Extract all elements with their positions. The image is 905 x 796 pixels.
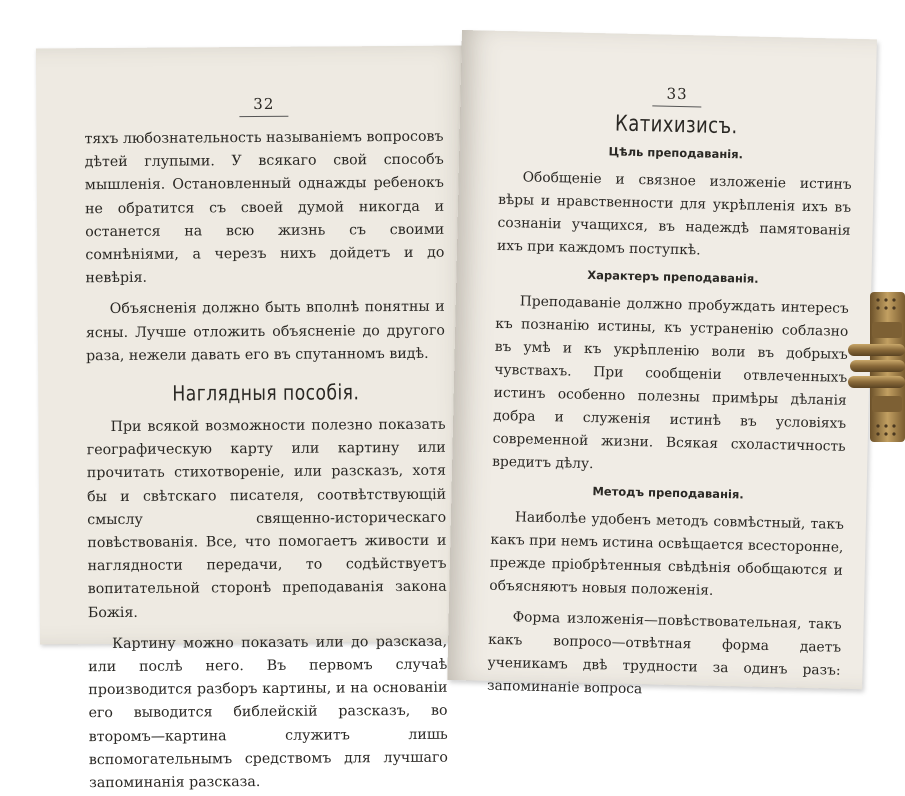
subheading: Цѣль преподаванія. xyxy=(608,144,744,162)
paragraph: тяхъ любознательность называніемъ вопросовъ дѣтей глупыми. У всякаго свой способъ мышленія. Остановленный однажды ребенокъ не обратится съ своей думой никогда и останется на всю жизнь съ своими сомнѣніями, а черезъ нихъ дойдетъ и до невѣрія. xyxy=(84,128,445,287)
paragraph: Форма изложенія—повѣствовательная, такъ какъ вопросо—отвѣтная форма даетъ ученикамъ двѣ трудности за одинъ разъ: запоминаніе вопроса xyxy=(486,609,842,698)
page-number-right: 33 xyxy=(500,81,853,111)
metal-binder-clasp-icon xyxy=(848,292,905,442)
subheading: Методъ преподаванія. xyxy=(592,484,744,502)
paragraph: Объясненія должно быть вполнѣ понятны и ясны. Лучше отложить объясненіе до другого раза, нежели давать его въ спутанномъ видѣ. xyxy=(85,299,445,365)
page-number-left: 32 xyxy=(84,94,443,119)
paragraph: Наиболѣе удобенъ методъ совмѣстный, такъ какъ при немъ истина освѣщается всесторонне, прежде пріобрѣтенныя свѣдѣнія обобщаются и объясняютъ новыя положенія. xyxy=(489,509,845,599)
section-heading: Наглядныя пособія. xyxy=(172,380,360,406)
subheading: Характеръ преподаванія. xyxy=(587,267,759,286)
paragraph: При всякой возможности полезно показать географическую карту или картину или прочитать стихотвореніе, или разсказъ, хотя бы и свѣтскаго писателя, соотвѣтствующій смыслу священно-историческаго повѣствованія. Все, что помогаетъ живости и наглядности передачи, то содѣйствуетъ вопитательной сторонѣ преподаванія закона Божія. xyxy=(86,416,447,621)
paragraph: Преподаваніе должно пробуждать интересъ къ познанію истины, къ устраненію соблазно въ умѣ и къ укрѣпленію воли въ добрыхъ чувствахъ. При сообщеніи отвлеченныхъ истинъ особенно полезны примѣры дѣланія добра и служенія истинѣ въ условіяхъ современной жизни. Всякая схоластичность вредитъ дѣлу. xyxy=(492,293,849,473)
right-page xyxy=(447,30,877,698)
paragraph: Картину можно показать или до разсказа, или послѣ него. Въ первомъ случаѣ производится разборъ картины, и на основаніи его выводится библейскій разсказъ, во второмъ—картина служитъ лишь вспомогательнымъ средствомъ для лучшаго запоминанія разсказа. xyxy=(88,633,448,792)
left-page xyxy=(36,45,477,792)
chapter-heading: Катихизисъ. xyxy=(614,111,739,140)
paragraph: Обобщеніе и связное изложеніе истинъ вѣры и нравственности для укрѣпленія ихъ въ сознаніи учащихся, въ надеждѣ памятованія ихъ при каждомъ поступкѣ. xyxy=(496,169,852,259)
